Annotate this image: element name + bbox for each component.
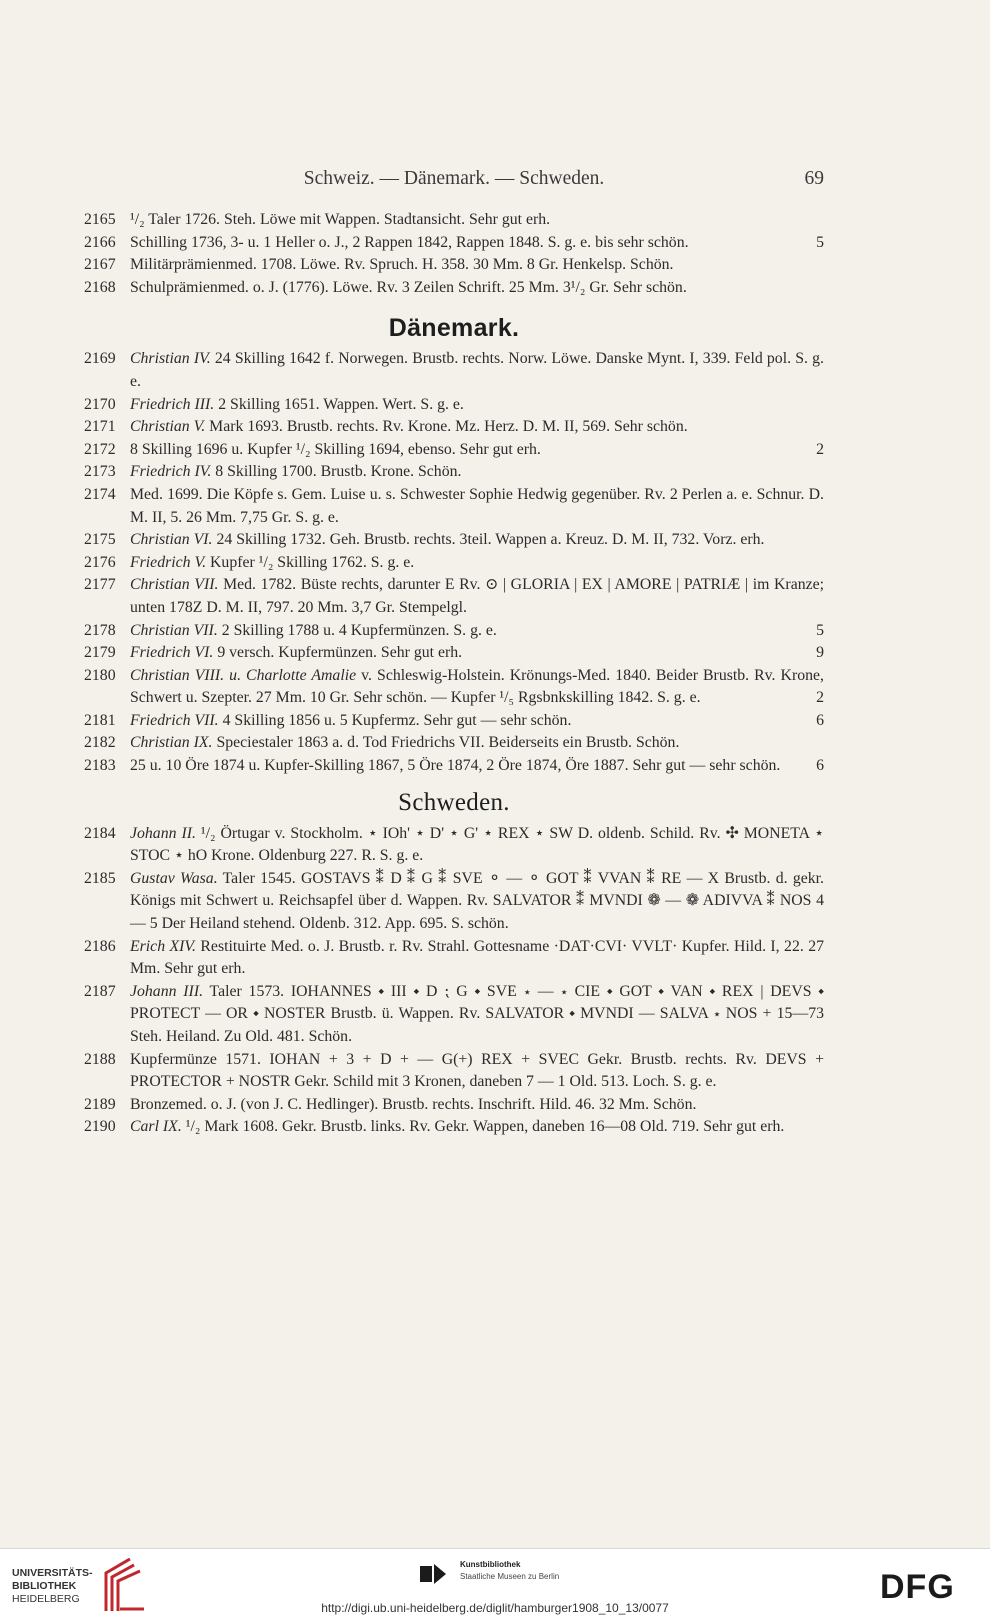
lot-description: Kupfermünze 1571. IOHAN + 3 + D + — G(+) REX + SVEC Gekr. Brustb. rechts. Rv. DEVS + PROTECTOR + NOSTR Gekr. Schild mit 3 Kronen, daneben 7 — 1 Old. 513. Loch. S. g. e. (130, 1050, 824, 1091)
ruler-name: Johann III. (130, 982, 204, 1000)
lot-description: Med. 1699. Die Köpfe s. Gem. Luise u. s. Schwester Sophie Hedwig gegenüber. Rv. 2 Perlen a. e. Schnur. D. M. II, 5. 26 Mm. 7,75 Gr. S. g. e. (130, 485, 824, 526)
lot-description: 24 Skilling 1732. Geh. Brustb. rechts. 3teil. Wappen a. Kreuz. D. M. II, 732. Vorz. erh. (216, 531, 765, 549)
lot-count: 5 (816, 233, 824, 251)
lot-number: 2182 (84, 734, 116, 752)
lot-count: 5 (816, 621, 824, 639)
ruler-name: Christian IV. (130, 350, 211, 368)
ruler-name: Christian VII. (130, 576, 219, 594)
lot-description: 24 Skilling 1642 f. Norwegen. Brustb. rechts. Norw. Löwe. Danske Mynt. I, 339. Feld pol. S. g. e. (130, 350, 824, 390)
source-url[interactable]: http://digi.ub.uni-heidelberg.de/diglit/hamburger1908_10_13/0077 (321, 1601, 669, 1615)
lot-description: 25 u. 10 Öre 1874 u. Kupfer-Skilling 1867, 5 Öre 1874, 2 Öre 1874, Öre 1887. Sehr gut — sehr schön. (130, 757, 781, 775)
ruler-name: Erich XIV. (130, 937, 196, 955)
lot-number: 2183 (84, 757, 116, 775)
ruler-name: Friedrich IV. (130, 463, 212, 481)
logo-line: HEIDELBERG (12, 1593, 80, 1605)
entry-2173 (84, 461, 824, 484)
lot-number: 2177 (84, 576, 116, 594)
entry-2188 (84, 1049, 824, 1094)
lot-count: 2 (816, 440, 824, 458)
lot-description: Restituirte Med. o. J. Brustb. r. Rv. Strahl. Gottesname ·DAT·CVI· VVLT· Kupfer. Hild. I, 22. 27 Mm. Sehr gut erh. (130, 937, 824, 978)
ruler-name: Carl IX. (130, 1118, 182, 1136)
entry-2180 (84, 665, 824, 710)
lot-description: 2 Skilling 1788 u. 4 Kupfermünzen. S. g. e. (221, 621, 497, 639)
lot-description: Taler 1545. GOSTAVS ⁑ D ⁑ G ⁑ SVE ⚬ — ⚬ GOT ⁑ VVAN ⁑ RE — X Brustb. d. gekr. Königs mit Schwert u. Reichsapfel über d. Wappen. Rv. SALVATOR ⁑ MVNDI ❁ — ❁ ADIVVA ⁑ NOS 4 — 5 Der Heiland stehend. Oldenb. 312. App. 695. S. schön. (130, 869, 824, 933)
ruler-name: Christian V. (130, 418, 206, 436)
lot-description: ¹/₂ Taler 1726. Steh. Löwe mit Wappen. Stadtansicht. Sehr gut erh. (130, 211, 551, 228)
lot-number: 2172 (84, 440, 116, 458)
entry-2168 (84, 277, 824, 300)
lot-number: 2180 (84, 666, 116, 684)
lot-count: 6 (816, 757, 824, 775)
entry-2186 (84, 936, 824, 981)
ruler-name: Friedrich VII. (130, 711, 219, 729)
entry-2189 (84, 1094, 824, 1117)
entry-2170 (84, 394, 824, 417)
lot-number: 2169 (84, 350, 116, 368)
ruler-name: Christian VII. (130, 621, 218, 639)
entry-2177 (84, 574, 824, 619)
ruler-name: Friedrich V. (130, 553, 207, 571)
footer-divider (0, 1548, 990, 1549)
lot-description: 2 Skilling 1651. Wappen. Wert. S. g. e. (218, 395, 464, 413)
lot-number: 2174 (84, 485, 116, 503)
section-heading-sweden: Schweden. (398, 788, 510, 816)
entry-2169 (84, 348, 824, 393)
dfg-logo[interactable]: DFG (880, 1568, 955, 1606)
section-heading-denmark: Dänemark. (388, 314, 520, 343)
ruler-name: Friedrich VI. (130, 644, 214, 662)
entry-2184 (84, 823, 824, 868)
entry-2165 (84, 209, 824, 232)
lot-number: 2170 (84, 395, 116, 413)
lot-description: Speciestaler 1863 a. d. Tod Friedrichs VII. Beiderseits ein Brustb. Schön. (216, 734, 680, 752)
entry-2178 (84, 620, 824, 643)
ruler-name: Friedrich III. (130, 395, 215, 413)
entry-2182 (84, 732, 824, 755)
ruler-name: Christian VI. (130, 531, 213, 549)
lot-description: ¹/₂ Örtugar v. Stockholm. ⋆ IOh' ⋆ D' ⋆ G' ⋆ REX ⋆ SW D. oldenb. Schild. Rv. ✣ MONETA ⋆ STOC ⋆ hO Krone. Oldenburg 227. R. S. g. e. (130, 824, 824, 865)
lot-number: 2167 (84, 256, 116, 274)
ruler-name: Johann II. (130, 824, 196, 842)
running-title: Schweiz. — Dänemark. — Schweden. (303, 168, 605, 189)
lot-description: 4 Skilling 1856 u. 5 Kupfermz. Sehr gut — sehr schön. (222, 711, 572, 729)
lot-description: Kupfer ¹/₂ Skilling 1762. S. g. e. (210, 553, 415, 571)
entry-2179 (84, 642, 824, 665)
page-header (84, 168, 824, 198)
entry-2183 (84, 755, 824, 778)
lot-number: 2173 (84, 463, 116, 481)
lot-number: 2166 (84, 233, 116, 251)
kb-subtitle: Staatliche Museen zu Berlin (460, 1572, 560, 1581)
lot-description: 9 versch. Kupfermünzen. Sehr gut erh. (217, 644, 463, 662)
lot-number: 2187 (84, 982, 116, 1000)
ruler-name: Gustav Wasa. (130, 869, 218, 887)
lot-number: 2179 (84, 644, 116, 662)
lot-number: 2181 (84, 711, 116, 729)
entry-2167 (84, 254, 824, 277)
entry-2185 (84, 868, 824, 936)
lot-description: 8 Skilling 1696 u. Kupfer ¹/₂ Skilling 1694, ebenso. Sehr gut erh. (130, 440, 541, 458)
lot-description: Schulprämienmed. o. J. (1776). Löwe. Rv. 3 Zeilen Schrift. 25 Mm. 3¹/₂ Gr. Sehr schön. (130, 278, 687, 296)
entry-2176 (84, 552, 824, 575)
lot-number: 2190 (84, 1118, 116, 1136)
entry-2172 (84, 439, 824, 462)
lot-number: 2175 (84, 531, 116, 549)
entry-2166 (84, 232, 824, 255)
lot-description: 8 Skilling 1700. Brustb. Krone. Schön. (215, 463, 462, 481)
lot-number: 2184 (84, 824, 116, 842)
lot-number: 2168 (84, 278, 116, 296)
lot-number: 2171 (84, 418, 116, 436)
ruler-name: Christian VIII. u. Charlotte Amalie (130, 666, 357, 684)
lot-description: ¹/₂ Mark 1608. Gekr. Brustb. links. Rv. Gekr. Wappen, daneben 16—08 Old. 719. Sehr gut erh. (185, 1118, 785, 1136)
lot-number: 2176 (84, 553, 116, 571)
logo-line: BIBLIOTHEK (12, 1580, 77, 1592)
lot-number: 2185 (84, 869, 116, 887)
lot-count: 2 (816, 689, 824, 707)
kunstbibliothek-logo[interactable] (420, 1560, 610, 1596)
entry-2187 (84, 981, 824, 1049)
catalogue-entries (84, 209, 824, 1139)
lot-number: 2188 (84, 1050, 116, 1068)
lot-count: 6 (816, 711, 824, 729)
lot-description: Med. 1782. Büste rechts, darunter E Rv. ⊙ | GLORIA | EX | AMORE | PATRIÆ | im Kranze; unten 178Z D. M. II, 797. 20 Mm. 3,7 Gr. Stempelgl. (130, 576, 825, 616)
lot-description: Bronzemed. o. J. (von J. C. Hedlinger). Brustb. rechts. Inschrift. Hild. 46. 32 Mm. Schön. (130, 1095, 697, 1113)
entry-2190 (84, 1116, 824, 1139)
lot-description: Mark 1693. Brustb. rechts. Rv. Krone. Mz. Herz. D. M. II, 569. Sehr schön. (209, 418, 688, 436)
kunstbibliothek-emblem-icon (420, 1562, 446, 1586)
logo-line: UNIVERSITÄTS- (12, 1567, 93, 1579)
lot-description: Schilling 1736, 3- u. 1 Heller o. J., 2 Rappen 1842, Rappen 1848. S. g. e. bis sehr schön. (130, 233, 689, 251)
lot-number: 2186 (84, 937, 116, 955)
lot-number: 2178 (84, 621, 116, 639)
lot-number: 2165 (84, 211, 116, 228)
kb-name: Kunstbibliothek (460, 1560, 521, 1569)
entry-2171 (84, 416, 824, 439)
entry-2175 (84, 529, 824, 552)
lot-description: v. Schleswig-Holstein. Krönungs-Med. 1840. Beider Brustb. Rv. Krone, Schwert u. Szepter. 27 Mm. 10 Gr. Sehr schön. — Kupfer ¹/₅ Rgsbnkskilling 1842. S. g. e. (130, 666, 824, 707)
entry-2174 (84, 484, 824, 529)
lot-description: Taler 1573. IOHANNES ⬩ III ⬩ D ⁏ G ⬩ SVE ⋆ — ⋆ CIE ⬩ GOT ⬩ VAN ⬩ REX | DEVS ⬩ PROTECT — OR ⬩ NOSTER Brustb. ü. Wappen. Rv. SALVATOR ⬩ MVNDI — SALVA ⋆ NOS + 15—73 Steh. Heiland. Zu Old. 481. Schön. (130, 982, 824, 1045)
page-number: 69 (804, 168, 824, 189)
lot-description: Militärprämienmed. 1708. Löwe. Rv. Spruch. H. 358. 30 Mm. 8 Gr. Henkelsp. Schön. (130, 256, 674, 274)
ruler-name: Christian IX. (130, 734, 213, 752)
entry-2181 (84, 710, 824, 733)
lot-count: 9 (816, 644, 824, 662)
lot-number: 2189 (84, 1095, 116, 1113)
